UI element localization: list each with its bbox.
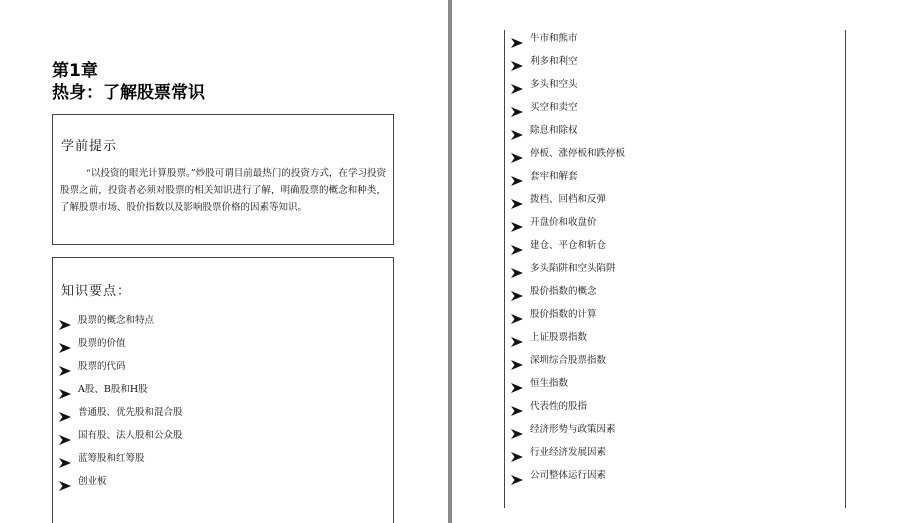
list-item-label: 多头和空头: [530, 79, 578, 90]
list-item: [511, 119, 625, 142]
list-item-label: 牛市和熊市: [530, 33, 578, 44]
arrowhead-bullet-icon: [59, 316, 71, 326]
list-item: [511, 395, 625, 418]
list-item: [511, 188, 625, 211]
key-points-heading: 知识要点：: [61, 284, 132, 299]
list-item-label: 多头陷阱和空头陷阱: [530, 263, 616, 274]
left-page: [0, 0, 448, 523]
arrowhead-bullet-icon: [511, 379, 523, 389]
list-item: [511, 234, 625, 257]
preface-box: [52, 114, 394, 245]
arrowhead-bullet-icon: [511, 264, 523, 274]
list-item: [511, 441, 625, 464]
chapter-number: 第1章: [52, 61, 98, 81]
list-item: [511, 27, 625, 50]
arrowhead-bullet-icon: [511, 241, 523, 251]
arrowhead-bullet-icon: [511, 471, 523, 481]
arrowhead-bullet-icon: [511, 172, 523, 182]
arrowhead-bullet-icon: [59, 408, 71, 418]
list-item-label: 利多和利空: [530, 56, 578, 67]
list-item-label: 建仓、平仓和斩仓: [530, 240, 607, 251]
list-item: [511, 372, 625, 395]
list-item: [511, 418, 625, 441]
list-item-label: A股、B股和H股: [78, 384, 148, 395]
list-item-label: 蓝筹股和红筹股: [78, 453, 145, 464]
arrowhead-bullet-icon: [511, 218, 523, 228]
list-item: [511, 326, 625, 349]
arrowhead-bullet-icon: [511, 195, 523, 205]
arrowhead-bullet-icon: [511, 103, 523, 113]
list-item-label: 经济形势与政策因素: [530, 424, 616, 435]
arrowhead-bullet-icon: [59, 339, 71, 349]
arrowhead-bullet-icon: [511, 126, 523, 136]
list-item-label: 恒生指数: [530, 378, 569, 389]
list-item-label: 开盘价和收盘价: [530, 217, 597, 228]
right-page: [452, 0, 900, 523]
arrowhead-bullet-icon: [59, 362, 71, 372]
arrowhead-bullet-icon: [511, 425, 523, 435]
key-points-box-continued: [504, 30, 846, 508]
list-item-label: 股价指数的计算: [530, 309, 597, 320]
arrowhead-bullet-icon: [511, 287, 523, 297]
list-item: [511, 211, 625, 234]
arrowhead-bullet-icon: [511, 149, 523, 159]
arrowhead-bullet-icon: [59, 431, 71, 441]
list-item-label: 创业板: [78, 476, 107, 487]
preface-heading: 学前提示: [61, 139, 118, 154]
list-item: [511, 349, 625, 372]
list-item-label: 买空和卖空: [530, 102, 578, 113]
list-item: [59, 378, 183, 401]
list-item: [59, 424, 183, 447]
arrowhead-bullet-icon: [59, 477, 71, 487]
list-item: [511, 280, 625, 303]
list-item-label: 股价指数的概念: [530, 286, 597, 297]
arrowhead-bullet-icon: [59, 385, 71, 395]
list-item: [59, 309, 183, 332]
arrowhead-bullet-icon: [59, 454, 71, 464]
list-item: [59, 355, 183, 378]
key-points-list-left: [59, 309, 183, 493]
list-item: [59, 447, 183, 470]
list-item-label: 普通股、优先股和混合股: [78, 407, 183, 418]
arrowhead-bullet-icon: [511, 57, 523, 67]
list-item: [511, 165, 625, 188]
list-item-label: 代表性的股指: [530, 401, 588, 412]
arrowhead-bullet-icon: [511, 80, 523, 90]
arrowhead-bullet-icon: [511, 34, 523, 44]
arrowhead-bullet-icon: [511, 402, 523, 412]
key-points-box: [52, 257, 394, 523]
list-item: [511, 96, 625, 119]
list-item: [511, 50, 625, 73]
list-item-label: 股票的概念和特点: [78, 315, 155, 326]
list-item: [511, 142, 625, 165]
list-item-label: 深圳综合股票指数: [530, 355, 607, 366]
list-item-label: 套牢和解套: [530, 171, 578, 182]
list-item: [59, 332, 183, 355]
list-item-label: 停板、涨停板和跌停板: [530, 148, 626, 159]
list-item-label: 股票的代码: [78, 361, 126, 372]
list-item-label: 上证股票指数: [530, 332, 588, 343]
list-item: [511, 257, 625, 280]
list-item-label: 公司整体运行因素: [530, 470, 607, 481]
arrowhead-bullet-icon: [511, 333, 523, 343]
list-item: [511, 464, 625, 487]
arrowhead-bullet-icon: [511, 356, 523, 366]
list-item-label: 行业经济发展因素: [530, 447, 607, 458]
list-item: [511, 73, 625, 96]
arrowhead-bullet-icon: [511, 310, 523, 320]
list-item: [511, 303, 625, 326]
list-item-label: 股票的价值: [78, 338, 126, 349]
arrowhead-bullet-icon: [511, 448, 523, 458]
list-item-label: 国有股、法人股和公众股: [78, 430, 183, 441]
list-item-label: 除息和除权: [530, 125, 578, 136]
list-item: [59, 470, 183, 493]
chapter-title: 热身：了解股票常识: [52, 83, 205, 103]
list-item-label: 拨档、回档和反弹: [530, 194, 607, 205]
list-item: [59, 401, 183, 424]
preface-body: “以投资的眼光计算股票。”炒股可谓目前最热门的投资方式，在学习投资股票之前，投资者必须对股票的相关知识进行了解，明确股票的概念和种类，了解股票市场、股价指数以及影响股票价格的因素等知识。: [60, 168, 386, 213]
key-points-list-right: [511, 27, 625, 487]
